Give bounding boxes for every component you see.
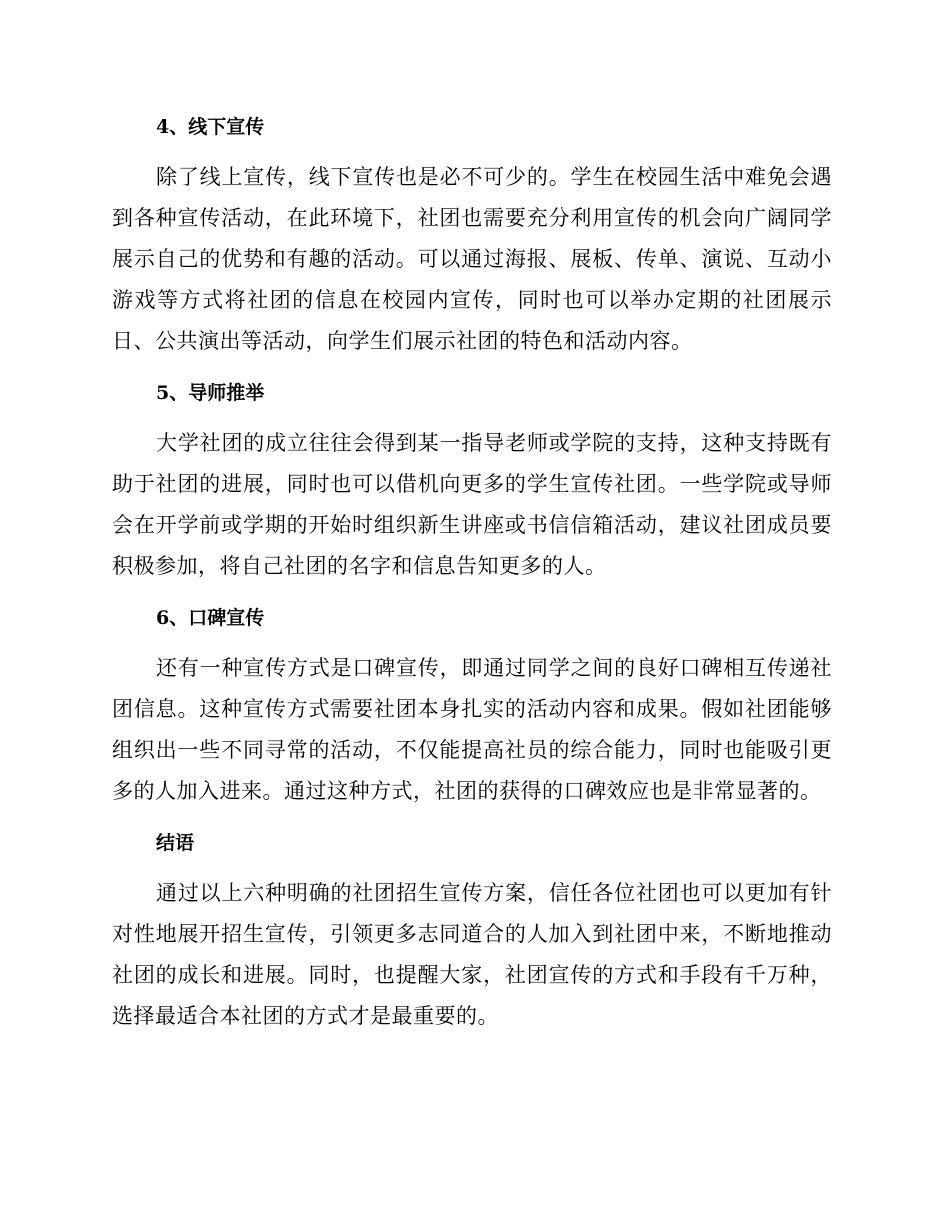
section-paragraph-mentor-recommendation: 大学社团的成立往往会得到某一指导老师或学院的支持，这种支持既有助于社团的进展，同时也可以借机向更多的学生宣传社团。一些学院或导师会在开学前或学期的开始时组织新生讲座或书信信箱活动，建议社团成员要积极参加，将自己社团的名字和信息告知更多的人。: [112, 431, 832, 578]
section-heading-offline-promotion: 4、线下宣传: [156, 116, 265, 138]
section-paragraph-word-of-mouth: 还有一种宣传方式是口碑宣传，即通过同学之间的良好口碑相互传递社团信息。这种宣传方式需要社团本身扎实的活动内容和成果。假如社团能够组织出一些不同寻常的活动，不仅能提高社员的综合能力，同时也能吸引更多的人加入进来。通过这种方式，社团的获得的口碑效应也是非常显著的。: [112, 656, 832, 803]
document-body: [112, 108, 832, 1049]
section-paragraph-offline-promotion: 除了线上宣传，线下宣传也是必不可少的。学生在校园生活中难免会遇到各种宣传活动，在此环境下，社团也需要充分利用宣传的机会向广阔同学展示自己的优势和有趣的活动。可以通过海报、展板、传单、演说、互动小游戏等方式将社团的信息在校园内宣传，同时也可以举办定期的社团展示日、公共演出等活动，向学生们展示社团的特色和活动内容。: [112, 165, 832, 353]
section-paragraph-conclusion: 通过以上六种明确的社团招生宣传方案，信任各位社团也可以更加有针对性地展开招生宣传，引领更多志同道合的人加入到社团中来，不断地推动社团的成长和进展。同时，也提醒大家，社团宣传的方式和手段有千万种，选择最适合本社团的方式才是最重要的。: [112, 881, 832, 1028]
section-heading-conclusion: 结语: [156, 832, 195, 854]
section-heading-word-of-mouth: 6、口碑宣传: [156, 607, 265, 629]
section-heading-mentor-recommendation: 5、导师推举: [156, 382, 265, 404]
